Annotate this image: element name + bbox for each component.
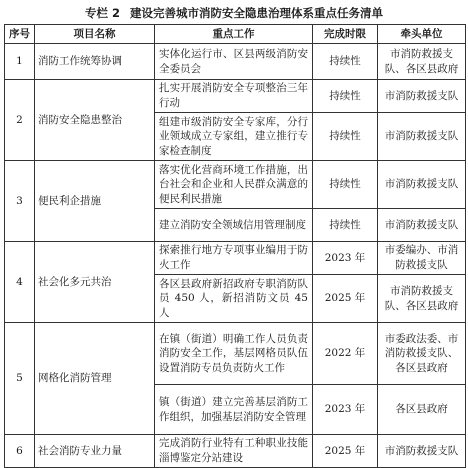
deadline: 2025 年 [313,275,378,323]
lead-unit: 市消防救援支队 [378,209,466,242]
task-text: 扎实开展消防安全专项整治三年行动 [155,80,313,113]
deadline: 持续性 [313,209,378,242]
header-task: 重点工作 [155,25,313,44]
title-number: 专栏 2 [84,6,120,20]
title-text: 建设完善城市消防安全隐患治理体系重点任务清单 [130,6,383,20]
row-index: 5 [5,323,35,435]
deadline: 持续性 [313,113,378,161]
row-index: 2 [5,80,35,161]
task-text: 完成消防行业特有工种职业技能淄博鉴定分站建设 [155,435,313,468]
table-row [5,323,466,385]
project-name: 便民利企措施 [35,161,155,242]
lead-unit: 各区县政府 [378,385,466,435]
lead-unit: 市消防救援支队 [378,161,466,209]
project-name: 消防工作统筹协调 [35,44,155,80]
header-index: 序号 [5,25,35,44]
lead-unit: 市消防救援支队、各区县政府 [378,275,466,323]
table-row [5,242,466,275]
header-deadline: 完成时限 [313,25,378,44]
header-project: 项目名称 [35,25,155,44]
deadline: 2023 年 [313,242,378,275]
row-index: 1 [5,44,35,80]
lead-unit: 市委政法委、市消防救援支队、各区县政府 [378,323,466,385]
lead-unit: 市消防救援支队 [378,435,466,468]
task-text: 建立消防安全领域信用管理制度 [155,209,313,242]
deadline: 持续性 [313,80,378,113]
task-text: 实体化运行市、区县两级消防安全委员会 [155,44,313,80]
lead-unit: 市消防救援支队 [378,113,466,161]
document-title [0,4,468,22]
deadline: 持续性 [313,44,378,80]
task-text: 探索推行地方专项事业编用于防火工作 [155,242,313,275]
deadline: 2022 年 [313,323,378,385]
task-text: 在镇（街道）明确工作人员负责消防安全工作，基层网格员队伍设置消防专员负责防火工作 [155,323,313,385]
task-table [4,24,466,468]
project-name: 社会消防专业力量 [35,435,155,468]
task-text: 组建市级消防安全专家库，分行业领域成立专家组，建立推行专家检查制度 [155,113,313,161]
lead-unit: 市消防救援支队 [378,80,466,113]
lead-unit: 市委编办、市消防救援支队 [378,242,466,275]
table-row [5,435,466,468]
table-row [5,44,466,80]
table-header-row [5,25,466,44]
deadline: 持续性 [313,161,378,209]
deadline: 2025 年 [313,435,378,468]
row-index: 6 [5,435,35,468]
project-name: 网格化消防管理 [35,323,155,435]
row-index: 3 [5,161,35,242]
task-text: 镇（街道）建立完善基层消防工作组织，加强基层消防安全管理 [155,385,313,435]
table-row [5,80,466,113]
header-lead: 牵头单位 [378,25,466,44]
table-row [5,161,466,209]
deadline: 2023 年 [313,385,378,435]
project-name: 消防安全隐患整治 [35,80,155,161]
task-text: 各区县政府新招政府专职消防队员 450 人，新招消防文员 45 人 [155,275,313,323]
lead-unit: 市消防救援支队、各区县政府 [378,44,466,80]
row-index: 4 [5,242,35,323]
task-text: 落实优化营商环境工作措施，出台社会和企业和人民群众满意的便民利民措施 [155,161,313,209]
project-name: 社会化多元共治 [35,242,155,323]
